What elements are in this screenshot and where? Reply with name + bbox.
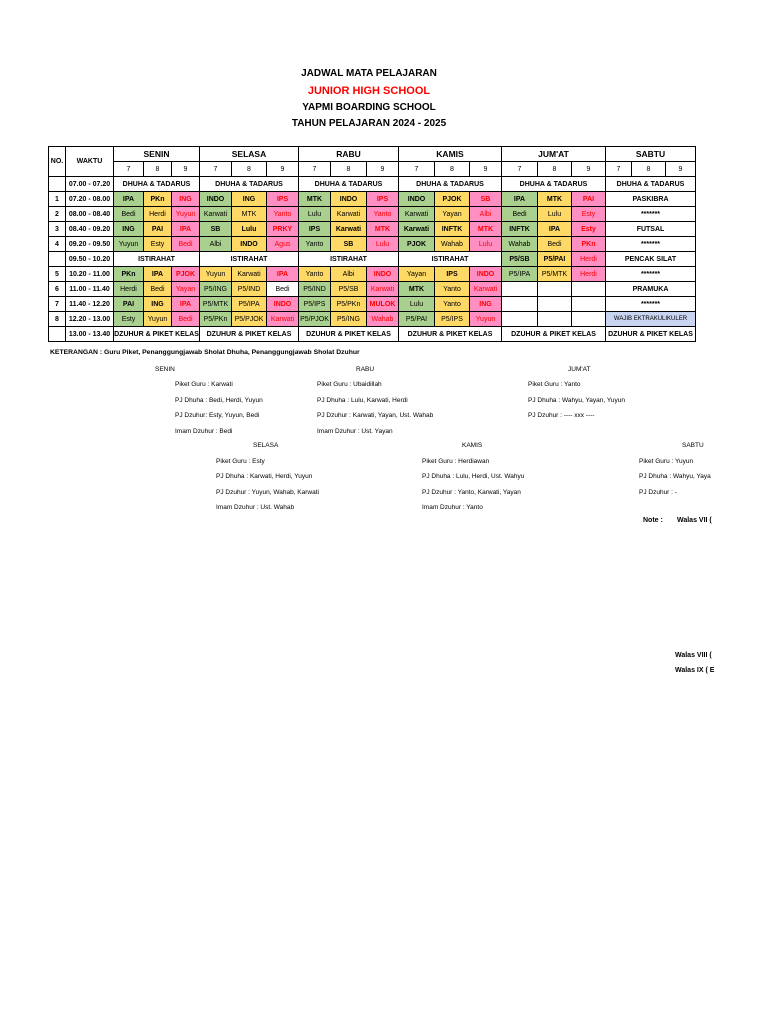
subject-cell: Lulu	[399, 297, 435, 312]
subject-cell: PJOK	[399, 237, 435, 252]
sabtu-cell: *******	[606, 297, 696, 312]
senin-dzuhur: PJ Dzuhur: Esty, Yuyun, Bedi	[175, 412, 260, 419]
subject-cell: Yanto	[267, 207, 299, 222]
rabu-label: RABU	[356, 366, 375, 373]
subject-cell: Yuyun	[114, 237, 144, 252]
subject-cell: INDO	[331, 192, 367, 207]
subject-cell: Karwati	[399, 207, 435, 222]
kamis-dzuhur: PJ Dzuhur : Yanto, Karwati, Yayan	[422, 489, 521, 496]
subject-cell: Lulu	[232, 222, 267, 237]
row-number	[49, 177, 66, 192]
subject-cell: IPS	[267, 192, 299, 207]
row-number: 6	[49, 282, 66, 297]
subject-cell: Lulu	[470, 237, 502, 252]
jumat-label: JUM'AT	[568, 366, 591, 373]
subject-cell: MTK	[367, 222, 399, 237]
subject-cell: Agus	[267, 237, 299, 252]
subject-cell: IPA	[172, 222, 200, 237]
rabu-dhuha: PJ Dhuha : Lulu, Karwati, Herdi	[317, 397, 408, 404]
subject-cell	[502, 282, 538, 297]
subject-cell: Karwati	[267, 312, 299, 327]
subject-cell: INFTK	[435, 222, 470, 237]
class-number: 8	[331, 162, 367, 177]
subject-cell: Albi	[200, 237, 232, 252]
dhuha-cell: DHUHA & TADARUS	[200, 177, 299, 192]
day-header-jumat: JUM'AT	[502, 147, 606, 162]
jumat-dzuhur: PJ Dzuhur : ---- xxx ----	[528, 412, 595, 419]
subject-cell: Herdi	[572, 267, 606, 282]
class-number: 8	[232, 162, 267, 177]
subject-cell: MULOK	[367, 297, 399, 312]
dzuhur-cell: DZUHUR & PIKET KELAS	[502, 327, 606, 342]
subject-cell: Karwati	[399, 222, 435, 237]
class-number: 7	[299, 162, 331, 177]
subject-cell: Herdi	[114, 282, 144, 297]
subject-cell: Karwati	[200, 207, 232, 222]
sabtu-cell: PASKIBRA	[606, 192, 696, 207]
class-number: 7	[606, 162, 632, 177]
time-slot: 09.20 - 09.50	[66, 237, 114, 252]
subject-cell: Wahab	[367, 312, 399, 327]
class-number: 7	[114, 162, 144, 177]
rabu-dzuhur: PJ Dzuhur : Karwati, Yayan, Ust. Wahab	[317, 412, 434, 419]
day-header-sabtu: SABTU	[606, 147, 696, 162]
sabtu-label: SABTU	[682, 442, 704, 449]
subject-cell: Yanto	[299, 237, 331, 252]
time-slot: 07.00 - 07.20	[66, 177, 114, 192]
senin-dhuha: PJ Dhuha : Bedi, Herdi, Yuyun	[175, 397, 263, 404]
subject-cell: ING	[470, 297, 502, 312]
selasa-label: SELASA	[253, 442, 279, 449]
subject-cell: P5/PKn	[200, 312, 232, 327]
subject-cell: Esty	[572, 207, 606, 222]
class-number: 8	[144, 162, 172, 177]
subject-cell: Yayan	[399, 267, 435, 282]
subject-cell: Yuyun	[144, 312, 172, 327]
title-line-3: YAPMI BOARDING SCHOOL	[302, 102, 436, 113]
walas-9: Walas IX ( E	[675, 667, 715, 674]
subject-cell: INDO	[200, 192, 232, 207]
sabtu-cell: *******	[606, 207, 696, 222]
subject-cell: SB	[200, 222, 232, 237]
time-slot: 08.40 - 09.20	[66, 222, 114, 237]
subject-cell	[502, 297, 538, 312]
subject-cell: Yuyun	[470, 312, 502, 327]
subject-cell: PJOK	[172, 267, 200, 282]
subject-cell: Yanto	[435, 297, 470, 312]
subject-cell: INDO	[399, 192, 435, 207]
subject-cell: ING	[232, 192, 267, 207]
subject-cell: P5/PAI	[399, 312, 435, 327]
row-number: 4	[49, 237, 66, 252]
subject-cell: P5/IND	[232, 282, 267, 297]
schedule-table	[48, 146, 696, 342]
time-slot: 07.20 - 08.00	[66, 192, 114, 207]
subject-cell: INFTK	[502, 222, 538, 237]
subject-cell: INDO	[367, 267, 399, 282]
subject-cell: Esty	[572, 222, 606, 237]
subject-cell: Yanto	[367, 207, 399, 222]
jumat-dhuha: PJ Dhuha : Wahyu, Yayan, Yuyun	[528, 397, 625, 404]
subject-cell: PRKY	[267, 222, 299, 237]
class-number: 9	[267, 162, 299, 177]
sabtu-cell: *******	[606, 267, 696, 282]
subject-cell	[572, 297, 606, 312]
subject-cell: P5/PJOK	[299, 312, 331, 327]
row-number: 1	[49, 192, 66, 207]
subject-cell: IPA	[172, 297, 200, 312]
istirahat-cell: ISTIRAHAT	[200, 252, 299, 267]
subject-cell: P5/PJOK	[232, 312, 267, 327]
sabtu-dhuha: PJ Dhuha : Wahyu, Yaya	[639, 473, 711, 480]
dzuhur-cell: DZUHUR & PIKET KELAS	[399, 327, 502, 342]
sabtu-cell: WAJIB EKTRAKULIKULER	[606, 312, 696, 327]
row-number	[49, 327, 66, 342]
selasa-dzuhur: PJ Dzuhur : Yuyun, Wahab, Karwati	[216, 489, 319, 496]
class-number: 9	[572, 162, 606, 177]
row-number: 2	[49, 207, 66, 222]
subject-cell: IPS	[435, 267, 470, 282]
class-number: 9	[666, 162, 696, 177]
senin-piket: Piket Guru : Karwati	[175, 381, 233, 388]
sabtu-piket: Piket Guru : Yuyun	[639, 458, 694, 465]
subject-cell: P5/PAI	[538, 252, 572, 267]
selasa-dhuha: PJ Dhuha : Karwati, Herdi, Yuyun	[216, 473, 313, 480]
subject-cell: SB	[331, 237, 367, 252]
class-number: 7	[399, 162, 435, 177]
subject-cell: Yayan	[172, 282, 200, 297]
subject-cell: MTK	[232, 207, 267, 222]
subject-cell: Herdi	[144, 207, 172, 222]
subject-cell: PJOK	[435, 192, 470, 207]
subject-cell: MTK	[470, 222, 502, 237]
subject-cell: Bedi	[114, 207, 144, 222]
subject-cell: P5/SB	[331, 282, 367, 297]
senin-label: SENIN	[155, 366, 175, 373]
dzuhur-cell: DZUHUR & PIKET KELAS	[299, 327, 399, 342]
row-number: 5	[49, 267, 66, 282]
subject-cell: Lulu	[538, 207, 572, 222]
kamis-imam: Imam Dzuhur : Yanto	[422, 504, 483, 511]
subject-cell: Bedi	[267, 282, 299, 297]
note-label: Note :	[643, 517, 663, 524]
time-slot: 10.20 - 11.00	[66, 267, 114, 282]
subject-cell: Bedi	[538, 237, 572, 252]
dhuha-cell: DHUHA & TADARUS	[114, 177, 200, 192]
subject-cell: P5/IPA	[232, 297, 267, 312]
dhuha-cell: DHUHA & TADARUS	[606, 177, 696, 192]
subject-cell: P5/MTK	[538, 267, 572, 282]
day-header-rabu: RABU	[299, 147, 399, 162]
subject-cell: INDO	[232, 237, 267, 252]
kamis-piket: Piket Guru : Herdiawan	[422, 458, 490, 465]
subject-cell: IPA	[502, 192, 538, 207]
class-number: 8	[435, 162, 470, 177]
subject-cell: Karwati	[331, 222, 367, 237]
day-header-senin: SENIN	[114, 147, 200, 162]
subject-cell: P5/MTK	[200, 297, 232, 312]
subject-cell: Bedi	[144, 282, 172, 297]
class-number: 9	[470, 162, 502, 177]
subject-cell: P5/ING	[331, 312, 367, 327]
subject-cell: Lulu	[367, 237, 399, 252]
row-number: 7	[49, 297, 66, 312]
subject-cell: Bedi	[172, 312, 200, 327]
subject-cell: Karwati	[232, 267, 267, 282]
sabtu-dzuhur: PJ Dzuhur : -	[639, 489, 677, 496]
kamis-dhuha: PJ Dhuha : Lulu, Herdi, Ust. Wahyu	[422, 473, 525, 480]
subject-cell: Yayan	[435, 207, 470, 222]
col-no-header: NO.	[49, 147, 66, 177]
selasa-piket: Piket Guru : Esty	[216, 458, 265, 465]
subject-cell: PAI	[144, 222, 172, 237]
col-waktu-header: WAKTU	[66, 147, 114, 177]
subject-cell: Wahab	[435, 237, 470, 252]
subject-cell: P5/IND	[299, 282, 331, 297]
subject-cell: Bedi	[172, 237, 200, 252]
day-header-selasa: SELASA	[200, 147, 299, 162]
class-number: 7	[502, 162, 538, 177]
dzuhur-cell: DZUHUR & PIKET KELAS	[606, 327, 696, 342]
subject-cell: Karwati	[367, 282, 399, 297]
subject-cell	[538, 297, 572, 312]
subject-cell: Yuyun	[200, 267, 232, 282]
subject-cell: IPA	[538, 222, 572, 237]
subject-cell: Esty	[144, 237, 172, 252]
subject-cell: IPA	[144, 267, 172, 282]
dhuha-cell: DHUHA & TADARUS	[399, 177, 502, 192]
class-number: 9	[172, 162, 200, 177]
dzuhur-cell: DZUHUR & PIKET KELAS	[200, 327, 299, 342]
time-slot: 13.00 - 13.40	[66, 327, 114, 342]
subject-cell: MTK	[399, 282, 435, 297]
title-line-4: TAHUN PELAJARAN 2024 - 2025	[291, 118, 447, 129]
title-line-2: JUNIOR HIGH SCHOOL	[307, 85, 431, 97]
dzuhur-cell: DZUHUR & PIKET KELAS	[114, 327, 200, 342]
subject-cell: INDO	[470, 267, 502, 282]
sabtu-cell: PENCAK SILAT	[606, 252, 696, 267]
subject-cell	[502, 312, 538, 327]
subject-cell: Yanto	[435, 282, 470, 297]
sabtu-cell: PRAMUKA	[606, 282, 696, 297]
subject-cell: Yanto	[299, 267, 331, 282]
subject-cell: PKn	[144, 192, 172, 207]
subject-cell: Albi	[331, 267, 367, 282]
rabu-imam: Imam Dzuhur : Ust. Yayan	[317, 428, 393, 435]
subject-cell	[538, 282, 572, 297]
subject-cell: Bedi	[502, 207, 538, 222]
selasa-imam: Imam Dzuhur : Ust. Wahab	[216, 504, 295, 511]
subject-cell	[572, 312, 606, 327]
istirahat-cell: ISTIRAHAT	[114, 252, 200, 267]
class-number: 8	[538, 162, 572, 177]
class-number: 9	[367, 162, 399, 177]
subject-cell: P5/IPA	[502, 267, 538, 282]
sabtu-cell: *******	[606, 237, 696, 252]
dhuha-cell: DHUHA & TADARUS	[299, 177, 399, 192]
subject-cell: PKn	[114, 267, 144, 282]
class-number: 8	[632, 162, 666, 177]
rabu-piket: Piket Guru : Ubaidillah	[317, 381, 382, 388]
senin-imam: Imam Dzuhur : Bedi	[175, 428, 233, 435]
jumat-piket: Piket Guru : Yanto	[528, 381, 581, 388]
subject-cell: IPS	[299, 222, 331, 237]
subject-cell: P5/ING	[200, 282, 232, 297]
time-slot: 11.00 - 11.40	[66, 282, 114, 297]
day-header-kamis: KAMIS	[399, 147, 502, 162]
row-number: 8	[49, 312, 66, 327]
istirahat-cell: ISTIRAHAT	[299, 252, 399, 267]
subject-cell: Karwati	[331, 207, 367, 222]
subject-cell: Yuyun	[172, 207, 200, 222]
istirahat-cell: ISTIRAHAT	[399, 252, 502, 267]
subject-cell: Herdi	[572, 252, 606, 267]
subject-cell: MTK	[299, 192, 331, 207]
walas-8: Walas VIII (	[675, 652, 712, 659]
time-slot: 09.50 - 10.20	[66, 252, 114, 267]
subject-cell: MTK	[538, 192, 572, 207]
subject-cell: Albi	[470, 207, 502, 222]
subject-cell: Wahab	[502, 237, 538, 252]
subject-cell: Karwati	[470, 282, 502, 297]
subject-cell: P5/IPS	[299, 297, 331, 312]
subject-cell: IPA	[114, 192, 144, 207]
subject-cell: P5/IPS	[435, 312, 470, 327]
subject-cell	[572, 282, 606, 297]
title-line-1: JADWAL MATA PELAJARAN	[301, 68, 437, 79]
class-number: 7	[200, 162, 232, 177]
subject-cell: PKn	[572, 237, 606, 252]
subject-cell: Esty	[114, 312, 144, 327]
time-slot: 12.20 - 13.00	[66, 312, 114, 327]
keterangan-title: KETERANGAN : Guru Piket, Penanggungjawab Sholat Dhuha, Penanggungjawab Sholat Dzuhur	[50, 349, 360, 356]
subject-cell: SB	[470, 192, 502, 207]
subject-cell: P5/PKn	[331, 297, 367, 312]
subject-cell: PAI	[114, 297, 144, 312]
kamis-label: KAMIS	[462, 442, 483, 449]
sabtu-cell: FUTSAL	[606, 222, 696, 237]
subject-cell: P5/SB	[502, 252, 538, 267]
subject-cell	[538, 312, 572, 327]
row-number: 3	[49, 222, 66, 237]
subject-cell: PAI	[572, 192, 606, 207]
dhuha-cell: DHUHA & TADARUS	[502, 177, 606, 192]
subject-cell: IPA	[267, 267, 299, 282]
subject-cell: ING	[114, 222, 144, 237]
subject-cell: ING	[172, 192, 200, 207]
subject-cell: INDO	[267, 297, 299, 312]
subject-cell: ING	[144, 297, 172, 312]
subject-cell: Lulu	[299, 207, 331, 222]
time-slot: 08.00 - 08.40	[66, 207, 114, 222]
row-number	[49, 252, 66, 267]
time-slot: 11.40 - 12.20	[66, 297, 114, 312]
walas-7: Walas VII (	[677, 517, 712, 524]
subject-cell: IPS	[367, 192, 399, 207]
